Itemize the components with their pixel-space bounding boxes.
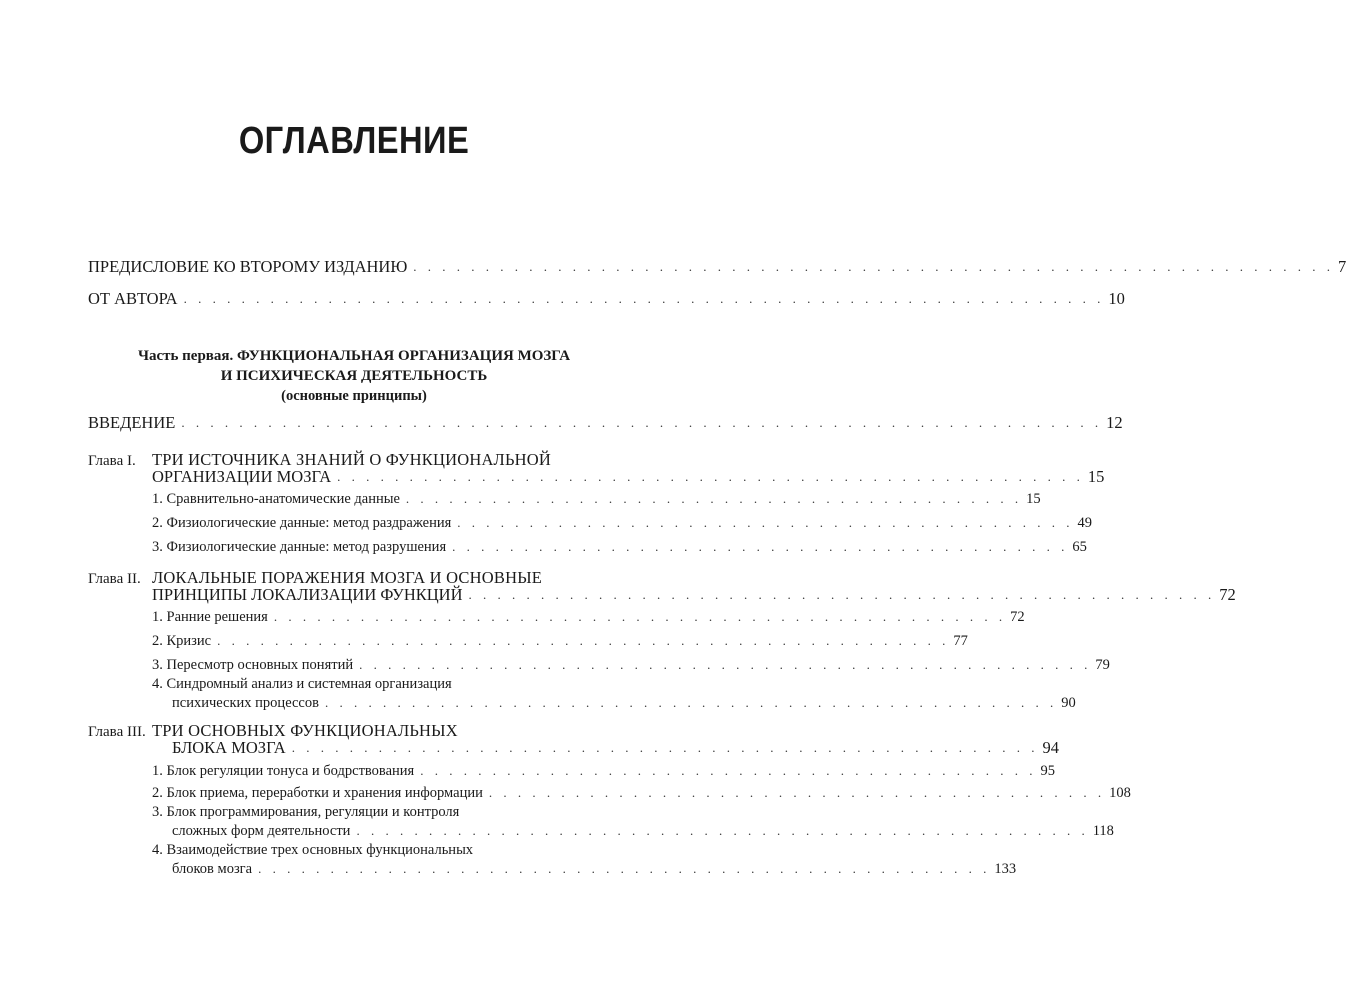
dot-leader: . . . . . . . . . . . . . . . . . . . . . . . . . . . . . . . . . . . . . . . . . . . . . . . . . . . . <box>291 740 1039 755</box>
toc-entry-page: 12 <box>1106 413 1123 432</box>
toc-entry-chapter-2[interactable] <box>152 585 1236 604</box>
toc-entry-page: 94 <box>1042 738 1059 757</box>
part-prefix: Часть первая. <box>137 348 234 364</box>
toc-section[interactable] <box>152 608 1025 626</box>
dot-leader: . . . . . . . . . . . . . . . . . . . . . . . . . . . . . . . . . . . . . . . . . . . . . . . . . . . . . . . . . . . . . . . . <box>183 291 1105 306</box>
dot-leader: . . . . . . . . . . . . . . . . . . . . . . . . . . . . . . . . . . . . . . . . . . . . . . . . . . . . <box>468 587 1216 602</box>
toc-entry-from-author[interactable] <box>88 289 1125 308</box>
chapter-title-line2: ОРГАНИЗАЦИИ МОЗГА <box>152 467 332 486</box>
dot-leader: . . . . . . . . . . . . . . . . . . . . . . . . . . . . . . . . . . . . . . . . . . . <box>457 515 1074 530</box>
toc-entry-page: 10 <box>1108 289 1125 308</box>
toc-entry-label: ВВЕДЕНИЕ <box>88 413 176 432</box>
section-page: 77 <box>953 633 968 649</box>
section-page: 133 <box>994 861 1017 877</box>
toc-section[interactable] <box>152 490 1041 508</box>
part-heading <box>0 346 708 366</box>
part-subtitle: (основные принципы) <box>281 388 427 404</box>
chapter-label: Глава III. <box>88 724 146 740</box>
toc-section[interactable] <box>152 538 1087 556</box>
section-page: 79 <box>1095 657 1110 673</box>
section-label-line1: 4. Взаимодействие трех основных функциональных <box>152 842 474 858</box>
page-title: ОГЛАВЛЕНИЕ <box>238 120 470 162</box>
section-label: 3. Пересмотр основных понятий <box>152 657 354 673</box>
dot-leader: . . . . . . . . . . . . . . . . . . . . . . . . . . . . . . . . . . . . . . . . . . . . . . . . . . . <box>359 657 1092 672</box>
section-page: 108 <box>1109 785 1131 801</box>
section-page: 65 <box>1072 539 1087 555</box>
toc-section[interactable] <box>152 762 1055 780</box>
chapter-title-line1: ТРИ ОСНОВНЫХ ФУНКЦИОНАЛЬНЫХ <box>152 721 458 740</box>
dot-leader: . . . . . . . . . . . . . . . . . . . . . . . . . . . . . . . . . . . . . . . . . . . . . . . . . . . <box>324 695 1058 710</box>
chapter-label: Глава II. <box>88 571 141 587</box>
toc-section[interactable] <box>152 656 1110 674</box>
dot-leader: . . . . . . . . . . . . . . . . . . . . . . . . . . . . . . . . . . . . . . . . . . . . . . . . . . . . . . . . . . . . . . . . <box>413 259 1335 274</box>
toc-section[interactable] <box>172 694 1076 712</box>
section-label-line2: сложных форм деятельности <box>172 823 351 839</box>
section-label: 3. Физиологические данные: метод разрушения <box>152 539 447 555</box>
dot-leader: . . . . . . . . . . . . . . . . . . . . . . . . . . . . . . . . . . . . . . . . . . . . . . . . . . . <box>217 633 950 648</box>
toc-section[interactable] <box>152 514 1093 532</box>
section-label-line2: психических процессов <box>172 695 319 711</box>
section-page: 72 <box>1010 609 1025 625</box>
section-page: 90 <box>1061 695 1076 711</box>
section-page: 118 <box>1092 823 1114 839</box>
dot-leader: . . . . . . . . . . . . . . . . . . . . . . . . . . . . . . . . . . . . . . . . . . . . . . . . . . . <box>273 609 1007 624</box>
part-title-line2: И ПСИХИЧЕСКАЯ ДЕЯТЕЛЬНОСТЬ <box>220 368 488 384</box>
section-label: 1. Блок регуляции тонуса и бодрствования <box>152 763 415 779</box>
toc-section[interactable] <box>152 632 968 650</box>
toc-section[interactable] <box>172 860 1017 878</box>
dot-leader: . . . . . . . . . . . . . . . . . . . . . . . . . . . . . . . . . . . . . . . . . . . <box>405 491 1023 506</box>
toc-entry-preface[interactable] <box>88 257 1346 276</box>
toc-entry-chapter-1[interactable] <box>152 467 1105 486</box>
dot-leader: . . . . . . . . . . . . . . . . . . . . . . . . . . . . . . . . . . . . . . . . . . . . . . . . . . . <box>258 861 991 876</box>
section-label-line1: 3. Блок программирования, регуляции и контроля <box>152 804 460 820</box>
chapter-title-line2: ПРИНЦИПЫ ЛОКАЛИЗАЦИИ ФУНКЦИЙ <box>152 585 463 604</box>
toc-entry-page: 15 <box>1087 467 1105 486</box>
section-label: 2. Блок приема, переработки и хранения информации <box>152 785 483 801</box>
toc-section[interactable] <box>152 784 1131 802</box>
toc-entry-label: ПРЕДИСЛОВИЕ КО ВТОРОМУ ИЗДАНИЮ <box>88 257 408 276</box>
dot-leader: . . . . . . . . . . . . . . . . . . . . . . . . . . . . . . . . . . . . . . . . . . . <box>488 785 1106 800</box>
toc-section[interactable] <box>172 822 1114 840</box>
chapter-title-line2: БЛОКА МОЗГА <box>172 738 286 757</box>
toc-entry-label: ОТ АВТОРА <box>88 289 178 308</box>
section-label: 2. Кризис <box>152 633 212 649</box>
chapter-title-line1: ТРИ ИСТОЧНИКА ЗНАНИЙ О ФУНКЦИОНАЛЬНОЙ <box>152 450 551 469</box>
toc-entry-introduction[interactable] <box>88 413 1123 432</box>
section-label-line1: 4. Синдромный анализ и системная организация <box>152 676 452 692</box>
chapter-label: Глава I. <box>88 453 136 469</box>
toc-entry-page: 72 <box>1219 585 1236 604</box>
section-page: 49 <box>1077 515 1093 531</box>
dot-leader: . . . . . . . . . . . . . . . . . . . . . . . . . . . . . . . . . . . . . . . . . . . . . . . . . . . . . . . . . . . . . . . . <box>181 415 1103 430</box>
dot-leader: . . . . . . . . . . . . . . . . . . . . . . . . . . . . . . . . . . . . . . . . . . . <box>420 763 1037 778</box>
section-label: 1. Ранние решения <box>152 609 268 625</box>
section-page: 15 <box>1026 491 1041 507</box>
toc-entry-page: 7 <box>1338 257 1346 276</box>
section-label: 1. Сравнительно-анатомические данные <box>152 491 400 507</box>
part-title-line1: ФУНКЦИОНАЛЬНАЯ ОРГАНИЗАЦИЯ МОЗГА <box>237 348 571 364</box>
toc-entry-chapter-3[interactable] <box>172 738 1059 757</box>
dot-leader: . . . . . . . . . . . . . . . . . . . . . . . . . . . . . . . . . . . . . . . . . . . <box>452 539 1069 554</box>
section-label: 2. Физиологические данные: метод раздражения <box>152 515 452 531</box>
section-page: 95 <box>1040 763 1055 779</box>
chapter-title-line1: ЛОКАЛЬНЫЕ ПОРАЖЕНИЯ МОЗГА И ОСНОВНЫЕ <box>152 568 543 587</box>
section-label-line2: блоков мозга <box>172 861 253 877</box>
dot-leader: . . . . . . . . . . . . . . . . . . . . . . . . . . . . . . . . . . . . . . . . . . . . . . . . . . . . <box>337 469 1084 484</box>
dot-leader: . . . . . . . . . . . . . . . . . . . . . . . . . . . . . . . . . . . . . . . . . . . . . . . . . . . <box>356 823 1089 838</box>
